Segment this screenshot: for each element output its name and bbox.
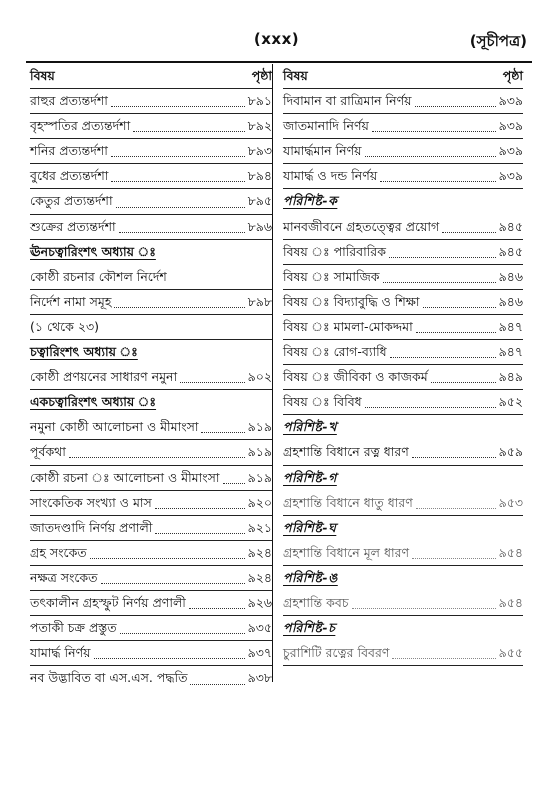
toc-entry-title: গ্রহশান্তি বিধানে মূল ধারণ [283, 544, 410, 560]
leader-dots [412, 557, 496, 559]
toc-header-row [283, 64, 523, 89]
leader-dots [111, 180, 244, 182]
toc-entry [30, 491, 272, 516]
leader-dots [69, 456, 245, 458]
toc-entry-page: ৯২০ [247, 494, 272, 510]
toc-entry-title: গ্রহশান্তি কবচ [283, 594, 349, 610]
chapter-heading [30, 390, 272, 415]
toc-entry-title: কোষ্ঠী প্রণয়নের সাধারণ নমুনা [30, 369, 178, 385]
leader-dots [415, 105, 496, 107]
leader-dots [111, 105, 245, 107]
appendix-heading [283, 616, 523, 641]
toc-entry-page: ৮৯৬ [247, 218, 272, 234]
toc-entry [30, 516, 272, 541]
toc-entry-title: নির্দেশ নামা সমূহ [30, 293, 112, 309]
leader-dots [155, 507, 245, 509]
toc-entry-page: ৯৩৯ [498, 93, 523, 109]
toc-entry [283, 390, 523, 415]
leader-dots [120, 632, 245, 634]
toc-entry-title: পূর্বকথা [30, 444, 66, 460]
leader-dots [431, 381, 496, 383]
toc-entry-title: পরিশিষ্ট-ঘ [283, 519, 337, 535]
toc-entry [283, 89, 523, 114]
toc-entry [283, 340, 523, 365]
toc-entry-title: বিষয় ঃ রোগ-ব্যাধি [283, 344, 387, 360]
toc-entry [30, 215, 272, 240]
toc-entry [30, 591, 272, 616]
toc-entry-title: ঊনচত্বারিংশৎ অধ্যায় ঃ [30, 243, 156, 259]
toc-entry-page: ৯১৯ [247, 419, 272, 435]
toc-entry [283, 591, 523, 616]
leader-dots [189, 607, 245, 609]
toc-header-row [30, 64, 272, 89]
toc-entry-title: (১ থেকে ২৩) [30, 318, 100, 334]
toc-entry [30, 466, 272, 491]
leader-dots [116, 206, 245, 208]
toc-entry [283, 240, 523, 265]
toc-entry-page: ৯৩৫ [247, 620, 272, 636]
leader-dots [58, 81, 249, 82]
leader-dots [119, 231, 245, 233]
toc-entry-page: ৯৪৫ [498, 243, 523, 259]
toc-entry-page: ৯৩৯ [498, 118, 523, 134]
toc-entry-title: বিষয় ঃ বিদ্যাবুদ্ধি ও শিক্ষা [283, 293, 420, 309]
toc-entry-page: ৯৪৬ [498, 293, 523, 309]
toc-entry [30, 666, 272, 691]
toc-entry-title: জাতমানাদি নির্ণয় [283, 118, 369, 134]
toc-entry-title: গ্রহ সংকেত [30, 544, 87, 560]
toc-entry [283, 491, 523, 516]
toc-entry [30, 164, 272, 189]
toc-entry [30, 541, 272, 566]
toc-entry [30, 616, 272, 641]
leader-dots [416, 507, 496, 509]
toc-entry [283, 641, 523, 666]
leader-dots [390, 356, 496, 358]
toc-entry-title: বিষয় [283, 68, 308, 83]
leader-dots [201, 431, 244, 433]
leader-dots [412, 456, 496, 458]
section-name: (সূচীপত্র) [469, 32, 527, 50]
toc-entry-title: নমুনা কোষ্ঠী আলোচনা ও মীমাংসা [30, 419, 199, 435]
toc-entry-page: পৃষ্ঠা [251, 68, 272, 83]
toc-entry-title: পতাকী চক্র প্রস্তুত [30, 620, 117, 636]
toc-entry-title: গ্রহশান্তি বিধানে রত্ন ধারণ [283, 444, 409, 460]
appendix-heading [283, 466, 523, 491]
toc-entry-page: ৯৩৭ [247, 645, 272, 661]
toc-entry-title: বৃহস্পতির প্রত্যন্তর্দশা [30, 118, 131, 134]
toc-entry [30, 641, 272, 666]
toc-entry-page: ৯৩৮ [247, 670, 272, 686]
toc-entry-page: ৮৯৮ [247, 293, 272, 309]
toc-entry-title: শুক্রের প্রত্যন্তর্দশা [30, 218, 116, 234]
toc-entry [283, 114, 523, 139]
leader-dots [389, 256, 496, 258]
toc-entry [283, 290, 523, 315]
toc-entry-page: পৃষ্ঠা [502, 68, 523, 83]
leader-dots [111, 155, 245, 157]
toc-entry-page: ৯২৪ [247, 569, 272, 585]
leader-dots [155, 532, 244, 534]
chapter-heading [30, 240, 272, 265]
leader-dots [114, 306, 244, 308]
toc-entry-title: পরিশিষ্ট-ঙ [283, 569, 338, 585]
toc-entry-title: পরিশিষ্ট-গ [283, 469, 337, 485]
appendix-heading [283, 189, 523, 214]
toc-entry [283, 265, 523, 290]
toc-entry-page: ৮৯৪ [247, 168, 272, 184]
chapter-heading [30, 340, 272, 365]
leader-dots [352, 607, 496, 609]
toc-entry-title: পরিশিষ্ট-খ [283, 419, 337, 435]
toc-entry-title: যামার্দ্ধ নির্ণয় [30, 645, 91, 661]
toc-entry [283, 215, 523, 240]
appendix-heading [283, 415, 523, 440]
toc-entry-title: সাংকেতিক সংখ্যা ও মাস [30, 494, 152, 510]
toc-entry-title: পরিশিষ্ট-ক [283, 193, 338, 209]
toc-entry-title: বিষয় [30, 68, 55, 83]
toc-entry-title: কোষ্ঠী রচনা ঃ আলোচনা ও মীমাংসা [30, 469, 220, 485]
toc-entry [283, 164, 523, 189]
leader-dots [94, 657, 245, 659]
toc-entry [30, 89, 272, 114]
toc-entry-page: ৮৯১ [247, 93, 272, 109]
toc-entry-page: ৯৪৯ [498, 369, 523, 385]
toc-entry [283, 315, 523, 340]
toc-entry-title: যামার্দ্ধ ও দন্ড নির্ণয় [283, 168, 378, 184]
leader-dots [133, 130, 244, 132]
toc-entry-title: বিষয় ঃ মামলা-মোকদ্দমা [283, 318, 413, 334]
toc-entry-title: দিবামান বা রাত্রিমান নির্ণয় [283, 93, 412, 109]
toc-entry-title: বুধের প্রত্যন্তর্দশা [30, 168, 109, 184]
toc-entry [30, 189, 272, 214]
toc-entry-page: ৯৪৬ [498, 268, 523, 284]
toc-entry [283, 139, 523, 164]
toc-entry-title: গ্রহশান্তি বিধানে ধাতু ধারণ [283, 494, 413, 510]
toc-entry-page: ৯৩৯ [498, 143, 523, 159]
toc-entry-page: ৯৫৪ [498, 544, 523, 560]
toc-entry-title: বিষয় ঃ জীবিকা ও কাজকর্ম [283, 369, 428, 385]
toc-entry [283, 365, 523, 390]
toc-entry-title: শনির প্রত্যন্তর্দশা [30, 143, 108, 159]
toc-entry-title: নব উদ্ভাবিত বা এস.এস. পদ্ধতি [30, 670, 188, 686]
appendix-heading [283, 516, 523, 541]
toc-entry [283, 541, 523, 566]
toc-entry-page: ৮৯৫ [247, 193, 272, 209]
toc-entry-title: একচত্বারিংশৎ অধ্যায় ঃ [30, 394, 157, 410]
toc-entry-page: ৯২১ [247, 519, 272, 535]
appendix-heading [283, 566, 523, 591]
toc-entry [283, 440, 523, 465]
leader-dots [416, 331, 496, 333]
toc-entry-title: তৎকালীন গ্রহস্ফুট নির্ণয় প্রণালী [30, 594, 186, 610]
toc-entry [30, 440, 272, 465]
toc-entry-title: বিষয় ঃ পারিবারিক [283, 243, 386, 259]
toc-left-column [30, 64, 273, 686]
page-number: (xxx) [253, 30, 300, 48]
leader-dots [190, 683, 244, 685]
toc-entry [30, 365, 272, 390]
toc-entry [30, 290, 272, 315]
toc-entry [30, 265, 272, 290]
toc-entry-title: বিষয় ঃ বিবিধ [283, 394, 362, 410]
toc-entry-page: ৯১৯ [247, 444, 272, 460]
leader-dots [180, 381, 244, 383]
leader-dots [365, 155, 496, 157]
toc-entry-page: ৯৫৪ [498, 594, 523, 610]
toc-entry-page: ৯৪৭ [498, 318, 523, 334]
toc-entry-page: ৯৫৯ [498, 444, 523, 460]
toc-entry [30, 566, 272, 591]
toc-entry [30, 114, 272, 139]
toc-entry-title: চুরাশিটি রত্নের বিবরণ [283, 645, 390, 661]
toc-entry-page: ৮৯৩ [247, 143, 272, 159]
toc-entry-page: ৯৫৩ [498, 494, 523, 510]
leader-dots [442, 231, 496, 233]
leader-dots [383, 281, 496, 283]
leader-dots [372, 130, 496, 132]
toc-entry-title: কেতুর প্রত্যন্তর্দশা [30, 193, 113, 209]
toc-entry-page: ৯২৪ [247, 544, 272, 560]
toc-entry-title: বিষয় ঃ সামাজিক [283, 268, 380, 284]
toc-entry-page: ৯২৬ [247, 594, 272, 610]
toc-entry-page: ৯১৯ [247, 469, 272, 485]
toc-entry [30, 315, 272, 340]
toc-entry-page: ৯৪৫ [498, 218, 523, 234]
leader-dots [311, 81, 500, 82]
toc-entry-title: পরিশিষ্ট-চ [283, 620, 336, 636]
toc-entry-title: মানবজীবনে গ্রহতত্ত্বের প্রয়োগ [283, 218, 440, 234]
toc-entry-page: ৯৩৯ [498, 168, 523, 184]
toc-entry-page: ৯৫৫ [498, 645, 523, 661]
toc-entry-page: ৯৫২ [498, 394, 523, 410]
toc-entry [30, 415, 272, 440]
top-rule [26, 61, 532, 63]
toc-entry [30, 139, 272, 164]
toc-right-column [283, 64, 523, 666]
leader-dots [365, 406, 496, 408]
toc-entry-title: রাহুর প্রত্যন্তর্দশা [30, 93, 108, 109]
leader-dots [90, 557, 245, 559]
leader-dots [380, 180, 495, 182]
toc-entry-page: ৯৪৭ [498, 344, 523, 360]
toc-entry-page: ৮৯২ [247, 118, 272, 134]
toc-entry-title: কোষ্ঠী রচনার কৌশল নির্দেশ [30, 268, 167, 284]
toc-entry-title: নক্ষত্র সংকেত [30, 569, 98, 585]
leader-dots [223, 482, 245, 484]
leader-dots [392, 657, 495, 659]
leader-dots [423, 306, 496, 308]
toc-entry-title: চত্বারিংশৎ অধ্যায় ঃ [30, 344, 138, 360]
toc-entry-title: যামার্দ্ধমান নির্ণয় [283, 143, 362, 159]
toc-entry-page: ৯০২ [247, 369, 272, 385]
leader-dots [101, 582, 245, 584]
toc-entry-title: জাতদণ্ডাদি নির্ণয় প্রণালী [30, 519, 153, 535]
